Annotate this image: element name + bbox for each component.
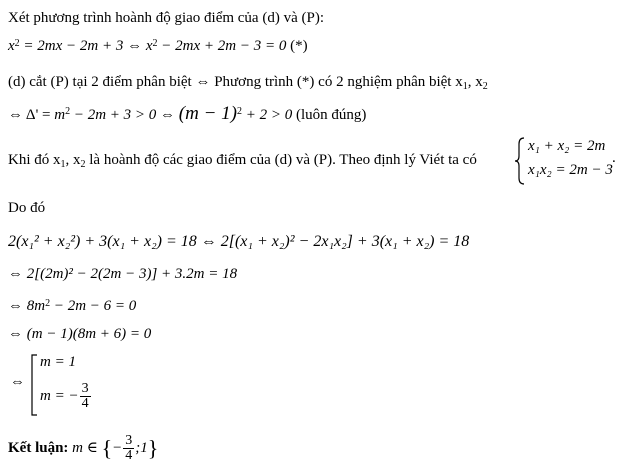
conclusion-fraction <box>123 434 134 463</box>
eq1-exp: 2 <box>14 38 20 49</box>
viet-system <box>514 136 614 186</box>
equation-5: ⇔ (m − 1)(8m + 6) = 0 <box>8 326 152 342</box>
equation-6 <box>10 354 100 416</box>
viet-sub2: 2 <box>80 159 86 170</box>
left-curly-icon: { <box>101 435 113 461</box>
equation-4 <box>8 296 136 316</box>
viet-sub1: 1 <box>60 159 66 170</box>
eq1-x: x <box>8 38 15 54</box>
eq6-fraction <box>80 382 91 411</box>
delta-c-exp: 2 <box>236 106 242 117</box>
intro-text: Xét phương trình hoành độ giao điểm của (d) và (P): <box>8 10 324 26</box>
viet-row2: x₁x₂ = 2m − 3 <box>528 162 613 178</box>
conclusion-den: 4 <box>125 448 133 463</box>
eq1-rest: − 2mx + 2m − 3 = 0 <box>157 38 287 54</box>
eq6-row1: m = 1 <box>40 354 76 370</box>
viet-dot: . <box>612 150 616 166</box>
viet-text <box>8 150 477 175</box>
eq4-a: ⇔ 8m <box>8 298 46 314</box>
left-bracket-icon <box>30 354 38 416</box>
delta-pre: ⇔ Δ' = <box>8 107 55 123</box>
viet-row1: x₁ + x₂ = 2m <box>528 138 606 154</box>
delta-a-exp: 2 <box>65 106 71 117</box>
conclusion-num: 3 <box>125 433 133 448</box>
delta-note: (luôn đúng) <box>292 107 367 123</box>
equation-3: ⇔ 2[(2m)² − 2(2m − 3)] + 3.2m = 18 <box>8 266 238 282</box>
conclusion-b: ;1 <box>135 439 148 456</box>
delta-a: m <box>54 107 66 123</box>
eq4-exp: 2 <box>45 298 51 309</box>
eq6-pre: ⇔ <box>10 374 25 390</box>
conclusion <box>8 434 158 463</box>
eq1-tag: (*) <box>286 38 308 54</box>
eq1-x2: x <box>145 38 153 54</box>
condition-mid: , x <box>467 74 483 90</box>
conclusion-a: m ∈ <box>72 439 98 456</box>
eq1-exp2: 2 <box>152 38 158 49</box>
delta-d: + 2 > 0 <box>241 107 293 123</box>
conclusion-label: Kết luận: <box>8 439 69 456</box>
equation-star <box>8 36 308 56</box>
viet-a: Khi đó x <box>8 152 61 168</box>
condition-sub2: 2 <box>482 81 488 92</box>
conclusion-minus: − <box>112 439 123 456</box>
eq4-b: − 2m − 6 = 0 <box>50 298 137 314</box>
eq1-rhs: = 2mx − 2m + 3 ⇔ <box>19 38 146 54</box>
viet-c: là hoành độ các giao điểm của (d) và (P). Theo định lý Viét ta có <box>85 152 477 168</box>
delta-line <box>8 104 366 125</box>
eq6-den: 4 <box>81 396 89 411</box>
eq6-row2 <box>40 382 92 411</box>
condition-main: (d) cắt (P) tại 2 điểm phân biệt ⇔ Phương trình (*) có 2 nghiệm phân biệt x <box>8 74 463 90</box>
delta-b: − 2m + 3 > 0 ⇔ <box>70 107 179 123</box>
eq6-num: 3 <box>81 381 89 396</box>
condition-sub1: 1 <box>462 81 468 92</box>
left-brace-icon <box>514 136 526 186</box>
viet-b: , x <box>65 152 81 168</box>
equation-2: 2(x₁² + x₂²) + 3(x₁ + x₂) = 18 ⇔ 2[(x₁ + x₂)² − 2x₁x₂] + 3(x₁ + x₂) = 18 <box>8 233 470 250</box>
eq6-row2-a: m = − <box>40 387 79 404</box>
condition-text <box>8 72 488 97</box>
delta-c: (m − 1) <box>178 103 237 124</box>
right-curly-icon: } <box>147 435 159 461</box>
do-do-text: Do đó <box>8 200 46 216</box>
